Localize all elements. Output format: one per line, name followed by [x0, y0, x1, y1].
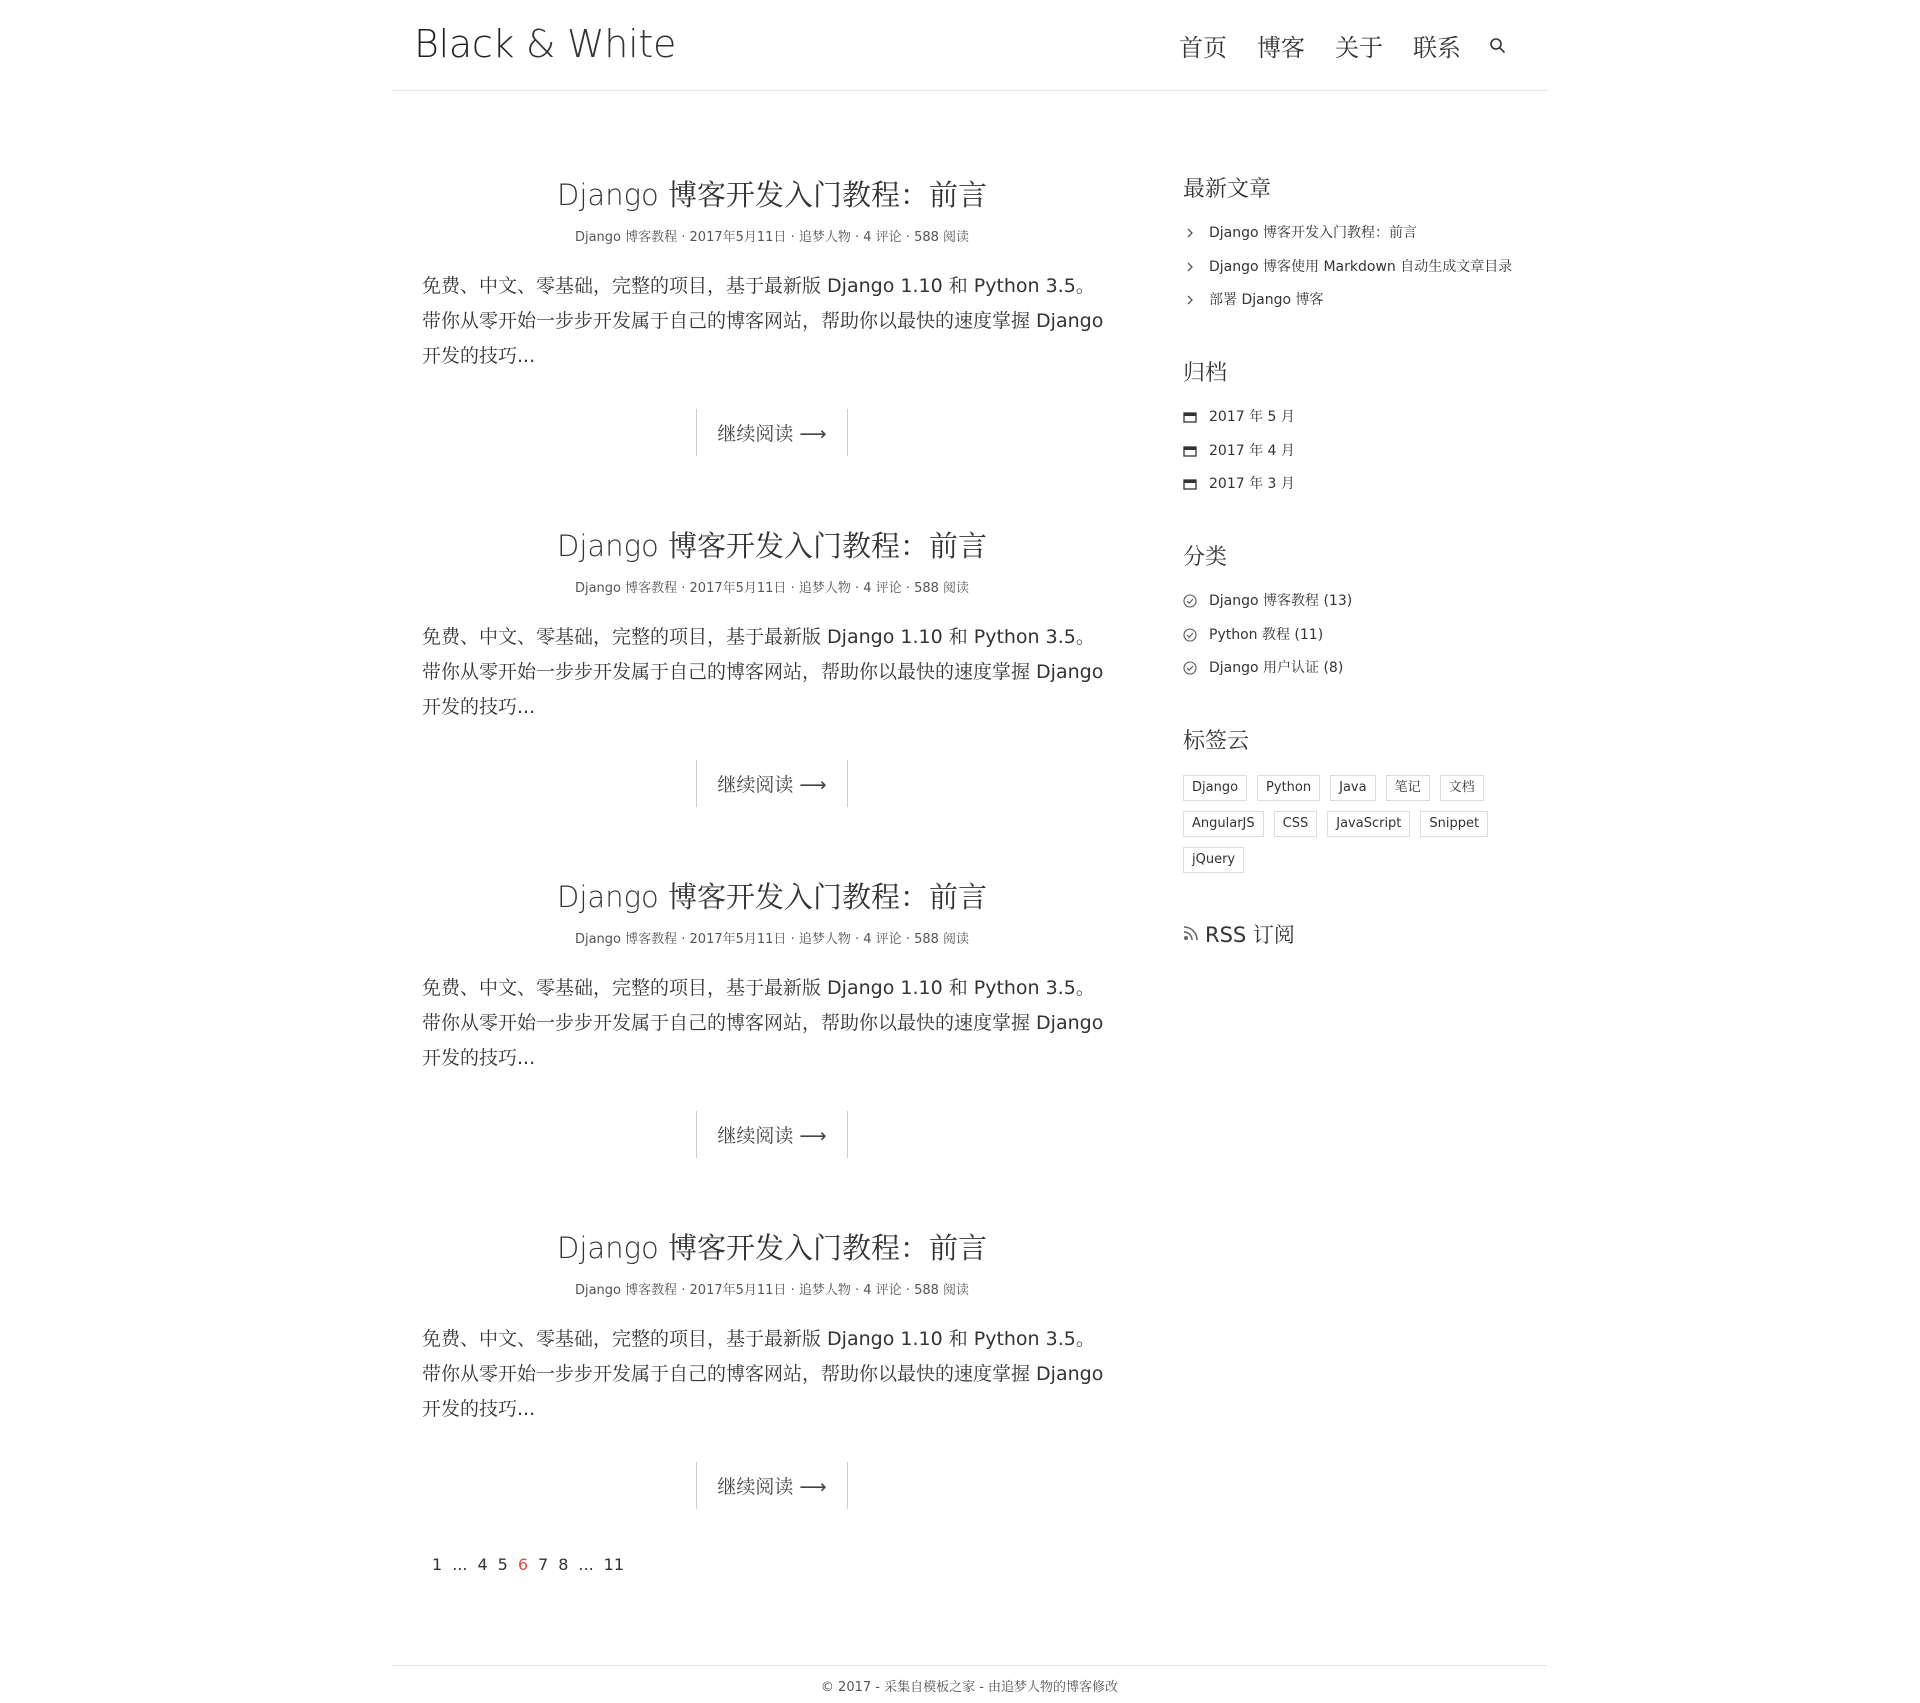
post-comments[interactable]: 4 评论 — [863, 932, 902, 947]
post-category[interactable]: Django 博客教程 — [574, 932, 678, 947]
tag-item[interactable]: Java — [1330, 775, 1375, 801]
page-current: 6 — [517, 1555, 529, 1574]
page-link[interactable]: 7 — [538, 1555, 549, 1574]
post-date[interactable]: 2017年5月11日 — [689, 581, 787, 596]
post-card — [422, 160, 1122, 511]
site-logo[interactable] — [414, 22, 676, 66]
pagination — [432, 1555, 634, 1574]
post-views[interactable]: 588 阅读 — [914, 1283, 970, 1298]
check-circle-icon — [1183, 628, 1197, 642]
post-title[interactable]: Django 博客开发入门教程：前言 — [557, 880, 987, 914]
archive-link[interactable]: 2017 年 3 月 — [1209, 476, 1295, 492]
recent-post-link[interactable]: 部署 Django 博客 — [1209, 292, 1324, 308]
logo-amp: & — [525, 22, 556, 66]
post-views[interactable]: 588 阅读 — [914, 230, 970, 245]
sidebar — [1183, 172, 1533, 949]
check-circle-icon — [1183, 661, 1197, 675]
archive-widget — [1183, 356, 1533, 494]
category-widget — [1183, 540, 1533, 678]
widget-title: 分类 — [1183, 545, 1228, 570]
tag-list — [1183, 775, 1513, 883]
main-nav — [1149, 28, 1507, 63]
post-date[interactable]: 2017年5月11日 — [689, 230, 787, 245]
post-excerpt: 免费、中文、零基础，完整的项目，基于最新版 Django 1.10 和 Python 3.5。带你从零开始一步步开发属于自己的博客网站，帮助你以最快的速度掌握 Django 开发的技巧... — [422, 275, 1104, 367]
logo-light: White — [567, 22, 677, 66]
post-list — [422, 160, 1122, 1564]
post-excerpt: 免费、中文、零基础，完整的项目，基于最新版 Django 1.10 和 Python 3.5。带你从零开始一步步开发属于自己的博客网站，帮助你以最快的速度掌握 Django 开发的技巧... — [422, 977, 1104, 1069]
tag-item[interactable]: Django — [1183, 775, 1247, 801]
post-card — [422, 862, 1122, 1213]
tag-item[interactable]: 文档 — [1440, 775, 1484, 801]
chevron-right-icon — [1183, 293, 1197, 307]
post-title[interactable]: Django 博客开发入门教程：前言 — [557, 178, 987, 212]
post-card — [422, 511, 1122, 862]
recent-post-item — [1183, 257, 1533, 277]
recent-post-item — [1183, 223, 1533, 243]
page-link[interactable]: 11 — [603, 1555, 625, 1574]
tag-item[interactable]: jQuery — [1183, 847, 1244, 873]
nav-about[interactable]: 关于 — [1335, 34, 1383, 62]
rss-icon — [1183, 922, 1205, 946]
read-more-button[interactable]: 继续阅读 ⟶ — [696, 1462, 847, 1509]
widget-title: 最新文章 — [1183, 177, 1272, 202]
rss-link[interactable] — [1183, 919, 1533, 949]
page-link[interactable]: 1 — [432, 1555, 443, 1574]
post-author[interactable]: 追梦人物 — [798, 932, 851, 947]
post-date[interactable]: 2017年5月11日 — [689, 1283, 787, 1298]
recent-post-item — [1183, 290, 1533, 310]
post-comments[interactable]: 4 评论 — [863, 581, 902, 596]
post-views[interactable]: 588 阅读 — [914, 581, 970, 596]
category-item — [1183, 625, 1533, 645]
post-comments[interactable]: 4 评论 — [863, 1283, 902, 1298]
widget-title: 标签云 — [1183, 729, 1250, 754]
tag-item[interactable]: JavaScript — [1327, 811, 1410, 837]
page-link[interactable]: 5 — [497, 1555, 508, 1574]
category-link[interactable]: Django 用户认证 (8) — [1209, 660, 1344, 676]
post-meta: Django 博客教程 · 2017年5月11日 · 追梦人物 · 4 评论 · 588 阅读 — [574, 932, 970, 947]
archive-link[interactable]: 2017 年 4 月 — [1209, 442, 1295, 459]
post-views[interactable]: 588 阅读 — [914, 932, 970, 947]
widget-title: 归档 — [1183, 361, 1228, 386]
nav-home[interactable]: 首页 — [1179, 34, 1227, 62]
calendar-icon — [1183, 444, 1197, 458]
page-ellipsis: ... — [452, 1555, 468, 1574]
post-author[interactable]: 追梦人物 — [798, 1283, 851, 1298]
tag-item[interactable]: AngularJS — [1183, 811, 1264, 837]
tag-cloud-widget — [1183, 724, 1533, 883]
search-icon[interactable] — [1489, 37, 1507, 55]
archive-link[interactable]: 2017 年 5 月 — [1209, 409, 1295, 425]
post-meta: Django 博客教程 · 2017年5月11日 · 追梦人物 · 4 评论 · 588 阅读 — [574, 230, 970, 245]
check-circle-icon — [1183, 594, 1197, 608]
post-category[interactable]: Django 博客教程 — [574, 1283, 678, 1298]
post-title[interactable]: Django 博客开发入门教程：前言 — [557, 1231, 987, 1265]
category-item — [1183, 658, 1533, 678]
post-date[interactable]: 2017年5月11日 — [689, 932, 787, 947]
rss-label: RSS 订阅 — [1205, 923, 1295, 947]
archive-item — [1183, 474, 1533, 494]
calendar-icon — [1183, 410, 1197, 424]
recent-post-link[interactable]: Django 博客使用 Markdown 自动生成文章目录 — [1209, 258, 1513, 275]
post-author[interactable]: 追梦人物 — [798, 581, 851, 596]
tag-item[interactable]: CSS — [1274, 811, 1318, 837]
read-more-button[interactable]: 继续阅读 ⟶ — [696, 1111, 847, 1158]
post-category[interactable]: Django 博客教程 — [574, 230, 678, 245]
site-footer — [392, 1665, 1547, 1695]
footer-text: © 2017 - 采集自模板之家 - 由追梦人物的博客修改 — [820, 1680, 1119, 1695]
category-item — [1183, 591, 1533, 611]
calendar-icon — [1183, 477, 1197, 491]
read-more-button[interactable]: 继续阅读 ⟶ — [696, 760, 847, 807]
archive-item — [1183, 407, 1533, 427]
post-card — [422, 1213, 1122, 1564]
page-link[interactable]: 4 — [477, 1555, 488, 1574]
nav-contact[interactable]: 联系 — [1413, 34, 1461, 62]
recent-posts-widget — [1183, 172, 1533, 310]
archive-item — [1183, 441, 1533, 461]
page-link[interactable]: 8 — [558, 1555, 569, 1574]
post-author[interactable]: 追梦人物 — [798, 230, 851, 245]
page-ellipsis: ... — [578, 1555, 594, 1574]
chevron-right-icon — [1183, 226, 1197, 240]
tag-item[interactable]: Snippet — [1420, 811, 1488, 837]
tag-item[interactable]: 笔记 — [1386, 775, 1430, 801]
logo-bold: Black — [414, 22, 515, 66]
post-meta: Django 博客教程 · 2017年5月11日 · 追梦人物 · 4 评论 · 588 阅读 — [574, 581, 970, 596]
post-meta: Django 博客教程 · 2017年5月11日 · 追梦人物 · 4 评论 · 588 阅读 — [574, 1283, 970, 1298]
post-excerpt: 免费、中文、零基础，完整的项目，基于最新版 Django 1.10 和 Python 3.5。带你从零开始一步步开发属于自己的博客网站，帮助你以最快的速度掌握 Django 开发的技巧... — [422, 1328, 1104, 1420]
site-header — [392, 0, 1547, 91]
read-more-button[interactable]: 继续阅读 ⟶ — [696, 409, 847, 456]
post-title[interactable]: Django 博客开发入门教程：前言 — [557, 529, 987, 563]
recent-post-link[interactable]: Django 博客开发入门教程：前言 — [1209, 225, 1418, 241]
category-link[interactable]: Django 博客教程 (13) — [1209, 593, 1353, 609]
chevron-right-icon — [1183, 260, 1197, 274]
category-link[interactable]: Python 教程 (11) — [1209, 626, 1324, 643]
nav-blog[interactable]: 博客 — [1257, 34, 1305, 62]
tag-item[interactable]: Python — [1257, 775, 1320, 801]
post-excerpt: 免费、中文、零基础，完整的项目，基于最新版 Django 1.10 和 Python 3.5。带你从零开始一步步开发属于自己的博客网站，帮助你以最快的速度掌握 Django 开发的技巧... — [422, 626, 1104, 718]
post-comments[interactable]: 4 评论 — [863, 230, 902, 245]
post-category[interactable]: Django 博客教程 — [574, 581, 678, 596]
